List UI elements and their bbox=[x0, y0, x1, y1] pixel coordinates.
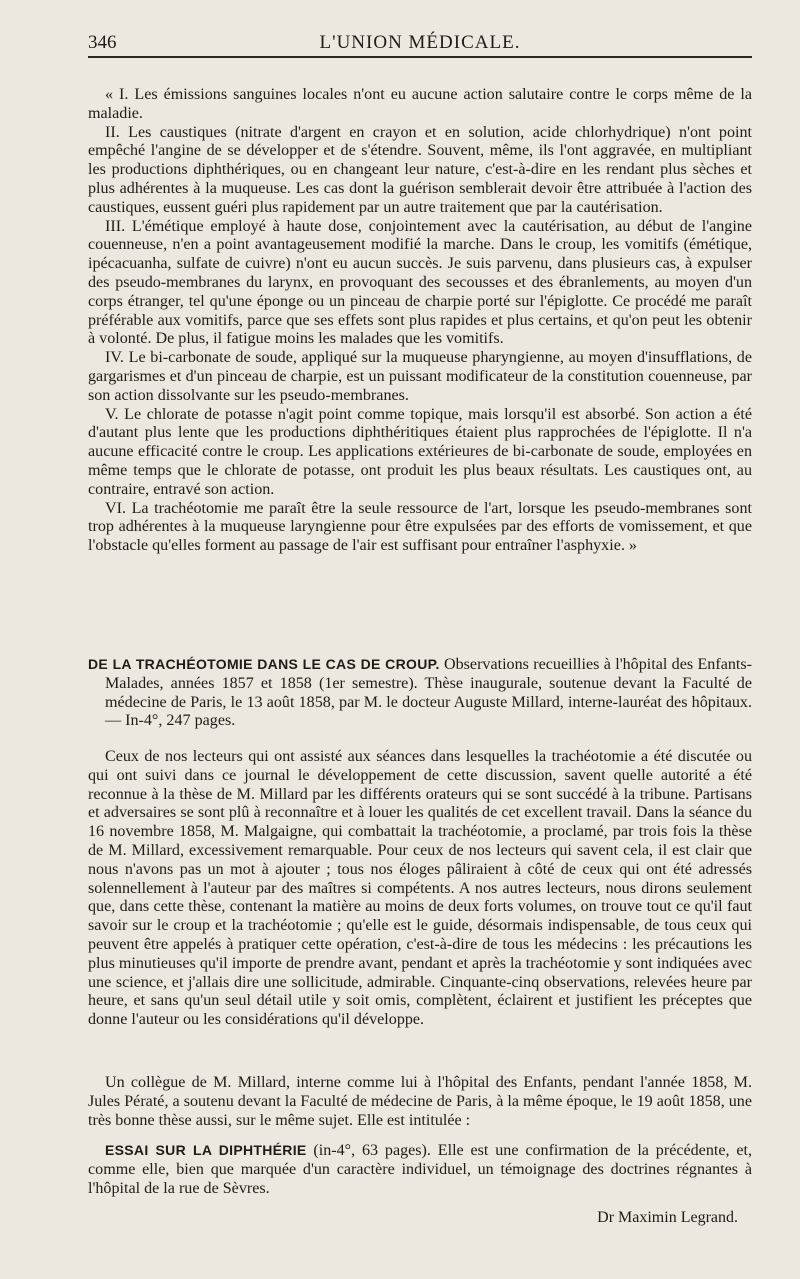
conclusions-list bbox=[88, 86, 752, 556]
essai-title: ESSAI SUR LA DIPHTHÉRIE bbox=[105, 1142, 307, 1158]
review-body-2 bbox=[88, 1074, 752, 1130]
review-body-3 bbox=[88, 1141, 752, 1198]
review-title: DE LA TRACHÉOTOMIE DANS LE CAS DE CROUP. bbox=[88, 656, 440, 672]
conclusion-6: VI. La trachéotomie me paraît être la seule ressource de l'art, lorsque les pseudo-membranes sont trop adhérentes à la muqueuse laryngienne pour être expulsées par des efforts de vomissement, et que l'obstacle qu'elles forment au passage de l'air est suffisant pour entraîner l'asphyxie. » bbox=[88, 499, 752, 555]
running-title: L'UNION MÉDICALE. bbox=[319, 32, 521, 53]
review-paragraph-3 bbox=[88, 1141, 752, 1198]
conclusion-4: IV. Le bi-carbonate de soude, appliqué sur la muqueuse pharyngienne, au moyen d'insufflations, de gargarismes et d'un pinceau de charpie, est un puissant modificateur de la constitution couenneuse, par son action dissolvante sur les pseudo-membranes. bbox=[88, 349, 752, 404]
review-body bbox=[88, 748, 752, 1030]
conclusion-5: V. Le chlorate de potasse n'agit point comme topique, mais lorsqu'il est absorbé. Son action a été d'autant plus lente que les productions diphthéritiques étaient plus rapprochées de l'épiglotte. Il n'a aucune efficacité contre le croup. Les applications extérieures de bi-carbonate de soude, employées en même temps que le chlorate de potasse, ont produit les plus beaux résultats. Les caustiques ont, au contraire, entravé son action. bbox=[88, 405, 752, 498]
conclusion-2: II. Les caustiques (nitrate d'argent en crayon et en solution, acide chlorhydrique) n'ont point empêché l'angine de se développer et de s'étendre. Souvent, même, ils l'ont aggravée, en multipliant les productions diphthériques, ou en changeant leur nature, c'est-à-dire en les rendant plus sèches et plus adhérentes à la muqueuse. Les cas dont la guérison semblerait devoir être attribuée à l'action des caustiques, eussent guéri plus rapidement par un autre traitement que par la cautérisation. bbox=[88, 123, 752, 216]
essai-details: (in-4°, 63 pages). Elle est une confirmation de la précédente, et, comme elle, bien que marquée d'un caractère individuel, un témoignage des doctrines régnantes à l'hôpital de la rue de Sèvres. bbox=[88, 1142, 752, 1197]
review-citation-details: Observations recueillies à l'hôpital des Enfants-Malades, années 1857 et 1858 (1er semestre). Thèse inaugurale, soutenue devant la Faculté de médecine de Paris, le 13 août 1858, par M. le docteur Auguste Millard, interne-lauréat des hôpitaux. — In-4°, 247 pages. bbox=[105, 656, 752, 730]
page-number: 346 bbox=[88, 32, 117, 53]
conclusion-3: III. L'émétique employé à haute dose, conjointement avec la cautérisation, au début de l'angine couenneuse, n'en a point avantageusement modifié la marche. Dans le croup, les vomitifs (émétique, ipécacuanha, sulfate de cuivre) n'ont eu aucun succès. Je suis parvenu, dans plusieurs cas, à expulser des pseudo-membranes du larynx, en provoquant des secousses et des ébranlements, au moyen d'un corps étranger, tel qu'une éponge ou un pinceau de charpie porté sur l'épiglotte. Ce procédé me paraît préférable aux vomitifs, parce que ses effets sont plus rapides et plus certains, et qu'on peut les obtenir à volonté. De plus, il fatigue moins les malades que les vomitifs. bbox=[88, 217, 752, 348]
review-citation bbox=[88, 655, 752, 731]
review-paragraph-2: Un collègue de M. Millard, interne comme lui à l'hôpital des Enfants, pendant l'année 1858, M. Jules Pératé, a soutenu devant la Faculté de médecine de Paris, à la même époque, le 19 août 1858, une très bonne thèse aussi, sur le même sujet. Elle est intitulée : bbox=[88, 1074, 752, 1129]
author-signature: Dr Maximin Legrand. bbox=[597, 1209, 738, 1226]
review-heading bbox=[88, 655, 752, 731]
page-header bbox=[88, 30, 752, 58]
review-paragraph-1: Ceux de nos lecteurs qui ont assisté aux séances dans lesquelles la trachéotomie a été discutée ou qui ont suivi dans ce journal le développement de cette discussion, savent quelle autorité a été reconnue à la thèse de M. Millard par les différents orateurs qui se sont succédé à la tribune. Partisans et adversaires se sont plû à reconnaître et à louer les qualités de cet excellent travail. Dans la séance du 16 novembre 1858, M. Malgaigne, qui combattait la trachéotomie, a proclamé, par trois fois la thèse de M. Millard, excessivement remarquable. Pour ceux de nos lecteurs qui savent cela, il est clair que nous n'avons pas un mot à ajouter ; tous nos éloges pâliraient à côté de ceux qui ont été adressés solennellement à l'auteur par des maîtres si compétents. A nos autres lecteurs, nous dirons seulement que, dans cette thèse, contenant la matière au moins de deux forts volumes, on trouve tout ce qu'il faut savoir sur le croup et la trachéotomie ; qu'elle est le guide, désormais indispensable, de tous ceux qui peuvent être appelés à pratiquer cette opération, c'est-à-dire de tous les médecins : les précautions les plus minutieuses qu'il importe de prendre avant, pendant et après la trachéotomie y sont indiquées avec une science, et j'allais dire une sollicitude, admirable. Cinquante-cinq observations, relevées heure par heure, et sans qu'un seul détail utile y soit omis, complètent, éclairent et justifient les préceptes que donne l'auteur ou les considérations qu'il développe. bbox=[88, 748, 752, 1029]
conclusion-1: « I. Les émissions sanguines locales n'ont eu aucune action salutaire contre le corps même de la maladie. bbox=[88, 86, 752, 122]
